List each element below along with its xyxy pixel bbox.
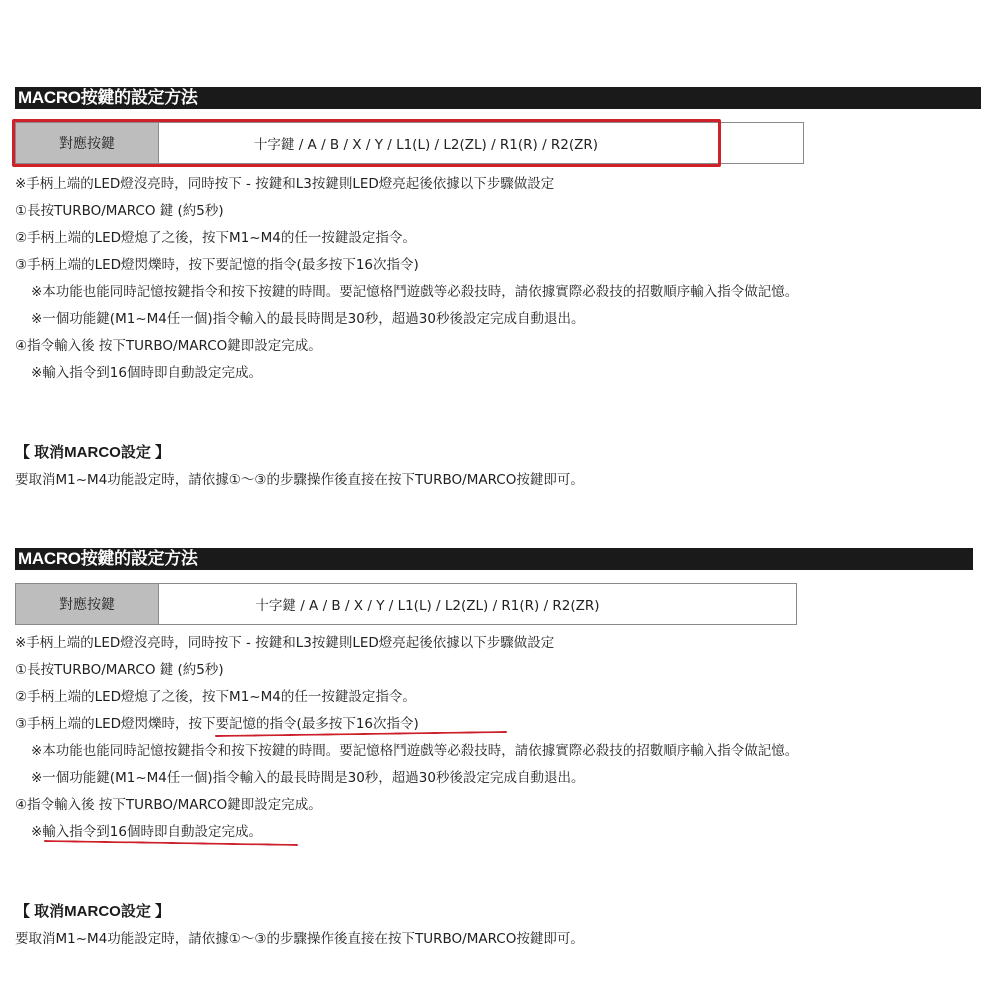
step-2: ②手柄上端的LED燈熄了之後，按下M1~M4的任一按鍵設定指令。 — [15, 230, 416, 246]
red-highlight-box — [12, 119, 721, 167]
note-timing: ※本功能也能同時記憶按鍵指令和按下按鍵的時間。要記憶格鬥遊戲等必殺技時，請依據實際必殺技的招數順序輸入指令做記憶。 — [31, 743, 799, 759]
note-auto-complete: ※輸入指令到16個時即自動設定完成。 — [31, 365, 262, 381]
step-2: ②手柄上端的LED燈熄了之後，按下M1~M4的任一按鍵設定指令。 — [15, 689, 416, 705]
note-led-off: ※手柄上端的LED燈沒亮時，同時按下 - 按鍵和L3按鍵則LED燈亮起後依據以下步驟做設定 — [15, 176, 555, 192]
section-title: MACRO按鍵的設定方法 — [15, 87, 981, 109]
step-1: ①長按TURBO/MARCO 鍵 (約5秒) — [15, 662, 224, 678]
table-header-cell: 對應按鍵 — [16, 123, 159, 163]
section-title: MACRO按鍵的設定方法 — [15, 548, 973, 570]
cancel-text: 要取消M1~M4功能設定時，請依據①～③的步驟操作後直接在按下TURBO/MARCO按鍵即可。 — [15, 472, 584, 488]
note-max-time: ※一個功能鍵(M1~M4任一個)指令輸入的最長時間是30秒，超過30秒後設定完成自動退出。 — [31, 770, 585, 786]
key-mapping-table — [15, 583, 797, 625]
table-value-cell: 十字鍵 / A / B / X / Y / L1(L) / L2(ZL) / R1(R) / R2(ZR) — [255, 598, 600, 614]
cancel-title: 【 取消MARCO設定 】 — [15, 444, 170, 461]
cancel-title: 【 取消MARCO設定 】 — [15, 903, 170, 920]
step-4: ④指令輸入後 按下TURBO/MARCO鍵即設定完成。 — [15, 338, 322, 354]
table-value-cell: 十字鍵 / A / B / X / Y / L1(L) / L2(ZL) / R1(R) / R2(ZR) — [253, 137, 599, 153]
note-max-time: ※一個功能鍵(M1~M4任一個)指令輸入的最長時間是30秒，超過30秒後設定完成自動退出。 — [31, 311, 585, 327]
step-3: ③手柄上端的LED燈閃爍時，按下要記憶的指令(最多按下16次指令) — [15, 257, 419, 273]
table-header-cell: 對應按鍵 — [16, 584, 159, 624]
cancel-text: 要取消M1~M4功能設定時，請依據①～③的步驟操作後直接在按下TURBO/MARCO按鍵即可。 — [15, 931, 584, 947]
step-3: ③手柄上端的LED燈閃爍時，按下要記憶的指令(最多按下16次指令) — [15, 716, 419, 732]
note-timing: ※本功能也能同時記憶按鍵指令和按下按鍵的時間。要記憶格鬥遊戲等必殺技時，請依據實際必殺技的招數順序輸入指令做記憶。 — [31, 284, 799, 300]
note-led-off: ※手柄上端的LED燈沒亮時，同時按下 - 按鍵和L3按鍵則LED燈亮起後依據以下步驟做設定 — [15, 635, 555, 651]
step-4: ④指令輸入後 按下TURBO/MARCO鍵即設定完成。 — [15, 797, 322, 813]
step-1: ①長按TURBO/MARCO 鍵 (約5秒) — [15, 203, 224, 219]
note-auto-complete: ※輸入指令到16個時即自動設定完成。 — [31, 824, 262, 840]
